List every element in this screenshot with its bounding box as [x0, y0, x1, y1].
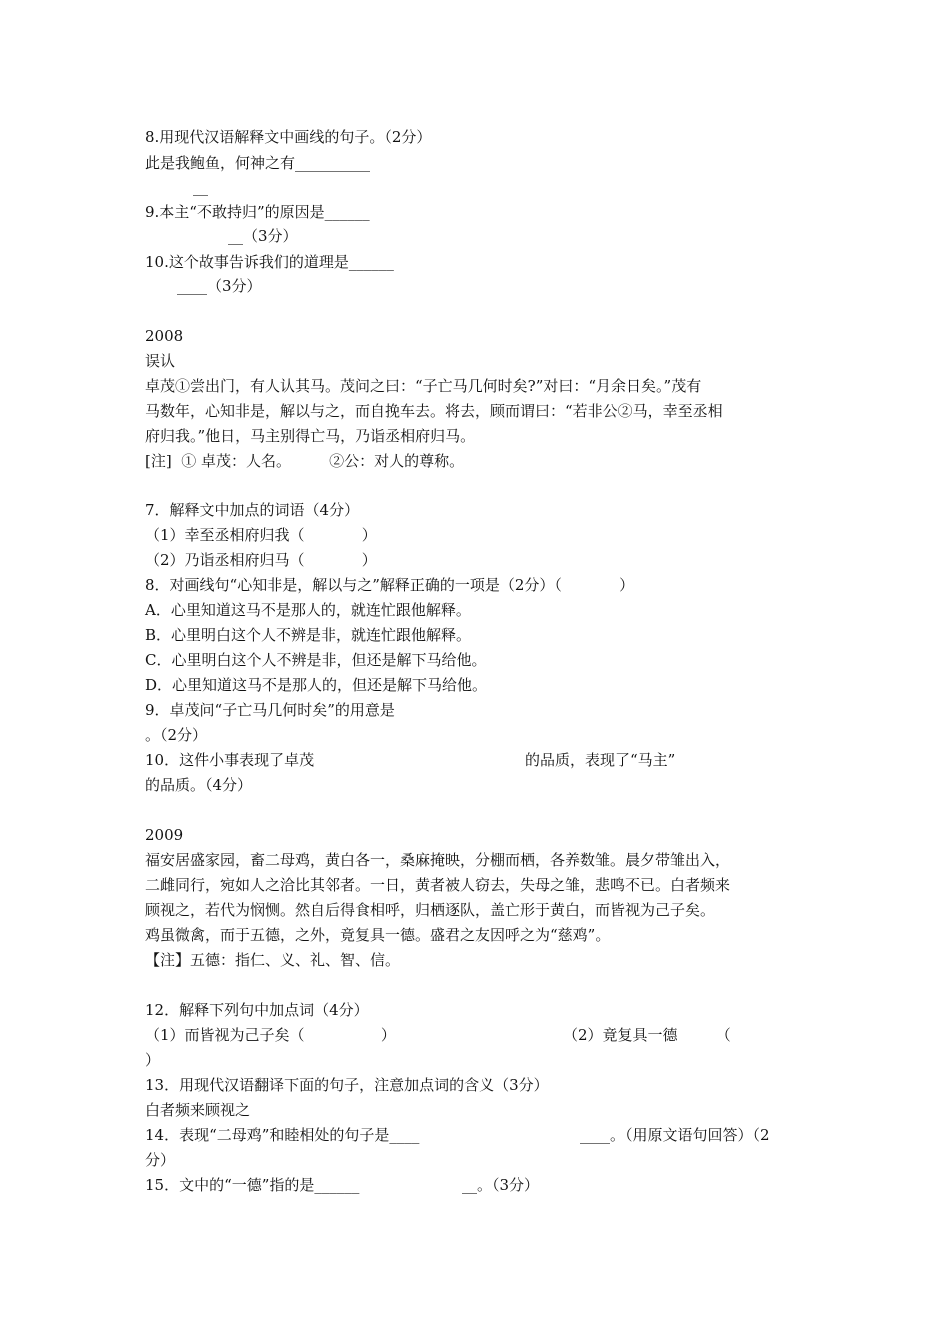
- q12-2009-question: 12．解释下列句中加点词（4分）: [145, 1001, 369, 1019]
- q9-2008-score: 。（2分）: [145, 726, 208, 744]
- q8-2008-option-a: A．心里知道这马不是那人的，就连忙跟他解释。: [145, 601, 471, 619]
- passage-2009-line-1: 福安居盛家园，畜二母鸡，黄白各一，桑麻掩映，分棚而栖，各养数雏。晨夕带雏出入，: [145, 851, 731, 869]
- q14-2009-question: 14．表现“二母鸡”和睦相处的句子是____: [145, 1126, 420, 1144]
- q10-2007-question: 10.这个故事告诉我们的道理是______: [145, 253, 394, 271]
- q10-2008-score: 的品质。（4分）: [145, 776, 253, 794]
- passage-2008-title: 误认: [145, 352, 176, 370]
- passage-2008-note: [注] ① 卓茂：人名。 ②公：对人的尊称。: [145, 452, 465, 470]
- passage-2008-line-2: 马数年，心知非是，解以与之，而自挽车去。将去，顾而谓曰：“若非公②马，幸至丞相: [145, 402, 723, 420]
- passage-2009-line-3: 顾视之，若代为悯恻。然自后得食相呼，归栖逐队，盖亡形于黄白，而皆视为己子矣。: [145, 901, 716, 919]
- q7-2008-question: 7．解释文中加点的词语（4分）: [145, 501, 360, 519]
- q15-2009-score: __。（3分）: [462, 1176, 540, 1194]
- q9-2008-question: 9．卓茂问“子亡马几何时矣”的用意是: [145, 701, 395, 719]
- q14-2009-score: 分）: [145, 1151, 176, 1169]
- q9-2007-score: __（3分）: [228, 227, 298, 245]
- year-2008-heading: 2008: [145, 327, 184, 345]
- q8-2008-option-d: D．心里知道这马不是那人的，但还是解下马给他。: [145, 676, 488, 694]
- passage-2009-line-4: 鸡虽微禽，而于五德，之外，竟复具一德。盛君之友因呼之为“慈鸡”。: [145, 926, 611, 944]
- q15-2009-question: 15．文中的“一德”指的是______: [145, 1176, 360, 1194]
- q10-2008-question: 10．这件小事表现了卓茂: [145, 751, 315, 769]
- passage-2009-line-2: 二雌同行，宛如人之洽比其邻者。一日，黄者被人窃去，失母之雏，悲鸣不已。白者频来: [145, 876, 731, 894]
- q8-2008-option-c: C．心里明白这个人不辨是非，但还是解下马给他。: [145, 651, 487, 669]
- q8-2008-question: 8．对画线句“心知非是，解以与之”解释正确的一项是（2分）（ ）: [145, 576, 635, 594]
- q13-2009-sentence: 白者频来顾视之: [145, 1101, 251, 1119]
- q8-2007-sentence: 此是我鲍鱼，何神之有__________: [145, 154, 371, 172]
- q7-2008-item-2: （2）乃诣丞相府归马（ ）: [145, 551, 377, 569]
- q12-2009-item-2: （2）竟复具一德 （: [563, 1026, 731, 1044]
- passage-2009-note: 【注】五德：指仁、义、礼、智、信。: [145, 951, 401, 969]
- q13-2009-question: 13．用现代汉语翻译下面的句子，注意加点词的含义（3分）: [145, 1076, 549, 1094]
- q9-2007-question: 9.本主“不敢持归”的原因是______: [145, 203, 370, 221]
- q7-2008-item-1: （1）幸至丞相府归我（ ）: [145, 526, 377, 544]
- q12-2009-item-2-close: ）: [145, 1051, 161, 1069]
- q8-2007-blank-end: __: [193, 178, 208, 196]
- q10-2008-question-cont: 的品质，表现了“马主”: [525, 751, 676, 769]
- passage-2008-line-1: 卓茂①尝出门，有人认其马。茂问之曰：“子亡马几何时矣?”对曰：“月余日矣。”茂有: [145, 377, 702, 395]
- q14-2009-question-cont: ____。（用原文语句回答）（2: [580, 1126, 770, 1144]
- year-2009-heading: 2009: [145, 826, 184, 844]
- q10-2007-score: ____（3分）: [177, 277, 262, 295]
- q8-2007-question: 8.用现代汉语解释文中画线的句子。（2分）: [145, 128, 432, 146]
- q8-2008-option-b: B．心里明白这个人不辨是非，就连忙跟他解释。: [145, 626, 472, 644]
- passage-2008-line-3: 府归我。”他日，马主别得亡马，乃诣丞相府归马。: [145, 427, 476, 445]
- q12-2009-item-1: （1）而皆视为己子矣（ ）: [145, 1026, 396, 1044]
